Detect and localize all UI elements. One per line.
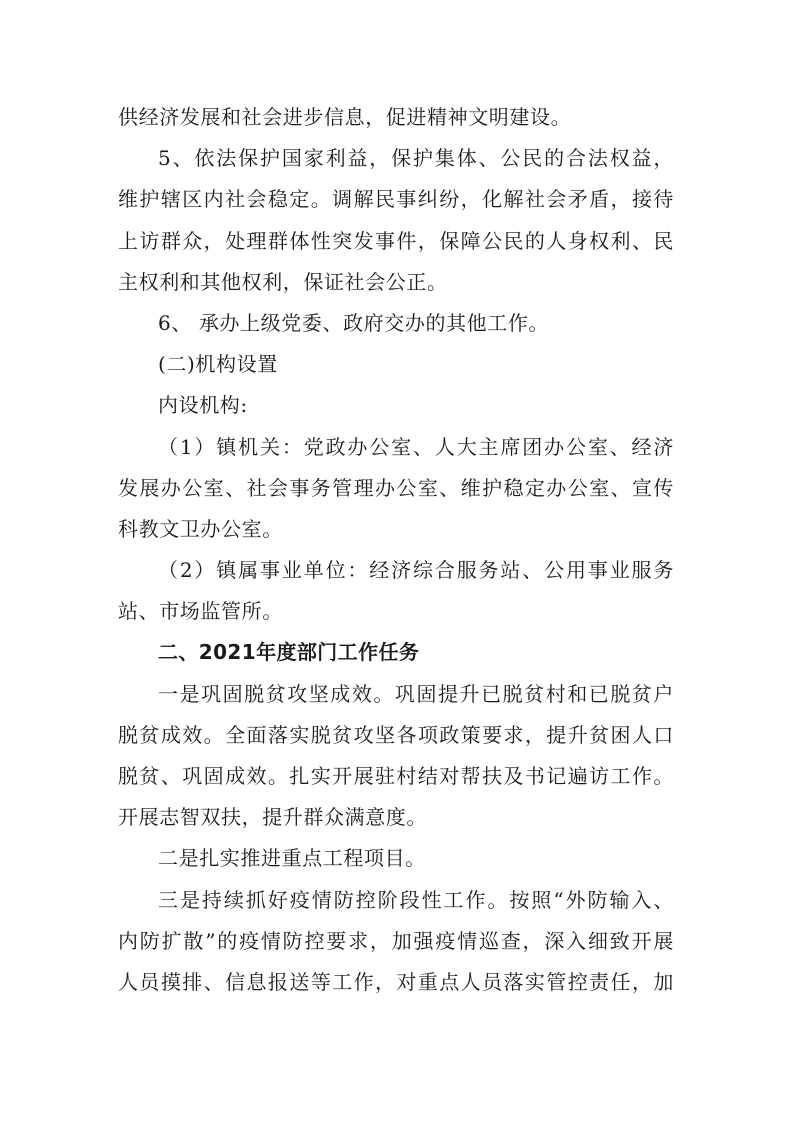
paragraph-line: 主权利和其他权利，保证社会公正。	[118, 269, 448, 294]
paragraph-line: 科教文卫办公室。	[118, 516, 283, 541]
paragraph-line: 内设机构:	[158, 393, 248, 418]
paragraph-line: 供经济发展和社会进步信息，促进精神文明建设。	[118, 105, 572, 129]
paragraph-line: 发展办公室、社会事务管理办公室、维护稳定办公室、宣传	[118, 475, 674, 500]
paragraph-line: 人员摸排、信息报送等工作，对重点人员落实管控责任，加	[118, 969, 674, 994]
paragraph-line: 5、依法保护国家利益，保护集体、公民的合法权益，	[158, 146, 674, 171]
paragraph-line: 开展志智双扶，提升群众满意度。	[118, 805, 427, 830]
paragraph-line: 二是扎实推进重点工程项目。	[158, 846, 426, 871]
document-body	[118, 97, 674, 1003]
paragraph-line: 三是持续抓好疫情防控阶段性工作。按照“外防输入、	[158, 887, 674, 912]
paragraph-line: 内防扩散”的疫情防控要求，加强疫情巡查，深入细致开展	[118, 928, 674, 953]
paragraph-line: 脱贫成效。全面落实脱贫攻坚各项政策要求，提升贫困人口	[118, 722, 674, 747]
section-subheading: (二)机构设置	[158, 352, 278, 377]
section-heading: 二、2021年度部门工作任务	[158, 640, 420, 665]
paragraph-line: 维护辖区内社会稳定。调解民事纠纷，化解社会矛盾，接待	[118, 187, 674, 212]
paragraph-line: 6、 承办上级党委、政府交办的其他工作。	[158, 310, 550, 335]
paragraph-line: （1）镇机关：党政办公室、人大主席团办公室、经济	[158, 434, 674, 459]
paragraph-line: 上访群众，处理群体性突发事件，保障公民的人身权利、民	[118, 228, 674, 253]
paragraph-line: （2）镇属事业单位：经济综合服务站、公用事业服务	[158, 558, 674, 583]
paragraph-line: 一是巩固脱贫攻坚成效。巩固提升已脱贫村和已脱贫户	[158, 681, 674, 706]
paragraph-line: 站、市场监管所。	[118, 599, 283, 624]
paragraph-line: 脱贫、巩固成效。扎实开展驻村结对帮扶及书记遍访工作。	[118, 764, 674, 788]
